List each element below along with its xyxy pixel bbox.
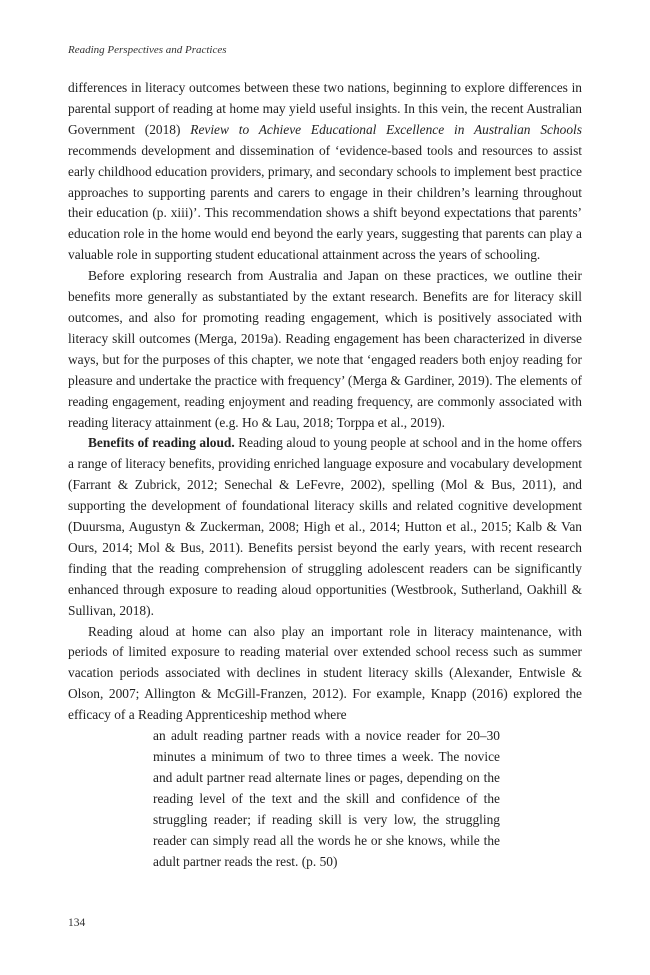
paragraph-continuation xyxy=(68,78,582,266)
body-text xyxy=(68,78,582,872)
running-head: Reading Perspectives and Practices xyxy=(68,44,227,56)
paragraph-benefits-overview xyxy=(68,266,582,433)
report-title: Review to Achieve Educational Excellence in Australian Schools xyxy=(190,121,582,137)
text-run: recommends development and dissemination of ‘evidence-based tools and resources to assist early childhood education providers, primary, and secondary schools to implement best practice approaches to supporting parents and carers to engage in their children’s learning throughout their education (p. xiii)’. This recommendation shows a shift beyond expectations that parents’ education role in the home would end beyond the early years, suggesting that parents can play a valuable role in supporting student educational attainment across the years of schooling. xyxy=(68,142,582,263)
run-in-heading: Benefits of reading aloud. xyxy=(88,435,235,451)
text-run: differences in literacy outcomes between these two nations, beginning to explore differences in parental support of reading at home may yield useful insights. In this vein, the recent Australian Government (2018) xyxy=(68,80,582,137)
block-quote: an adult reading partner reads with a novice reader for 20–30 minutes a minimum of two to three times a week. The novice and adult partner read alternate lines or pages, depending on the reading level of the text and the skill and confidence of the struggling reader; if reading skill is very low, the struggling reader can simply read all the words he or she knows, while the adult partner reads the rest. (p. 50) xyxy=(153,728,500,869)
page-number: 134 xyxy=(68,917,86,929)
text-run: Before exploring research from Australia and Japan on these practices, we outline their benefits more generally as substantiated by the extant research. Benefits are for literacy skill outcomes, and also for promoting reading engagement, which is positively associated with literacy skill outcomes (Merga, 2019a). Reading engagement has been characterized in diverse ways, but for the purposes of this chapter, we note that ‘engaged readers both enjoy reading for pleasure and undertake the practice with frequency’ (Merga & Gardiner, 2019). The elements of reading engagement, reading enjoyment and reading frequency, are commonly associated with reading literacy attainment (e.g. Ho & Lau, 2018; Torppa et al., 2019). xyxy=(68,268,582,430)
paragraph-reading-at-home xyxy=(68,622,582,727)
paragraph-reading-aloud xyxy=(68,433,582,621)
text-run: Reading aloud at home can also play an important role in literacy maintenance, with periods of limited exposure to reading material over extended school recess such as summer vacation periods associated with declines in student literacy skills (Alexander, Entwisle & Olson, 2007; Allington & McGill-Franzen, 2012). For example, Knapp (2016) explored the efficacy of a Reading Apprenticeship method where xyxy=(68,623,582,723)
text-run: Reading aloud to young people at school and in the home offers a range of literacy benefits, providing enriched language exposure and vocabulary development (Farrant & Zubrick, 2012; Senechal & LeFevre, 2002), spelling (Mol & Bus, 2011), and supporting the development of foundational literacy skills and related cognitive development (Duursma, Augustyn & Zuckerman, 2008; High et al., 2014; Hutton et al., 2015; Kalb & Van Ours, 2014; Mol & Bus, 2011). Benefits persist beyond the early years, with recent research finding that the reading comprehension of struggling adolescent readers can be significantly enhanced through exposure to reading aloud opportunities (Westbrook, Sutherland, Oakhill & Sullivan, 2018). xyxy=(68,435,582,618)
